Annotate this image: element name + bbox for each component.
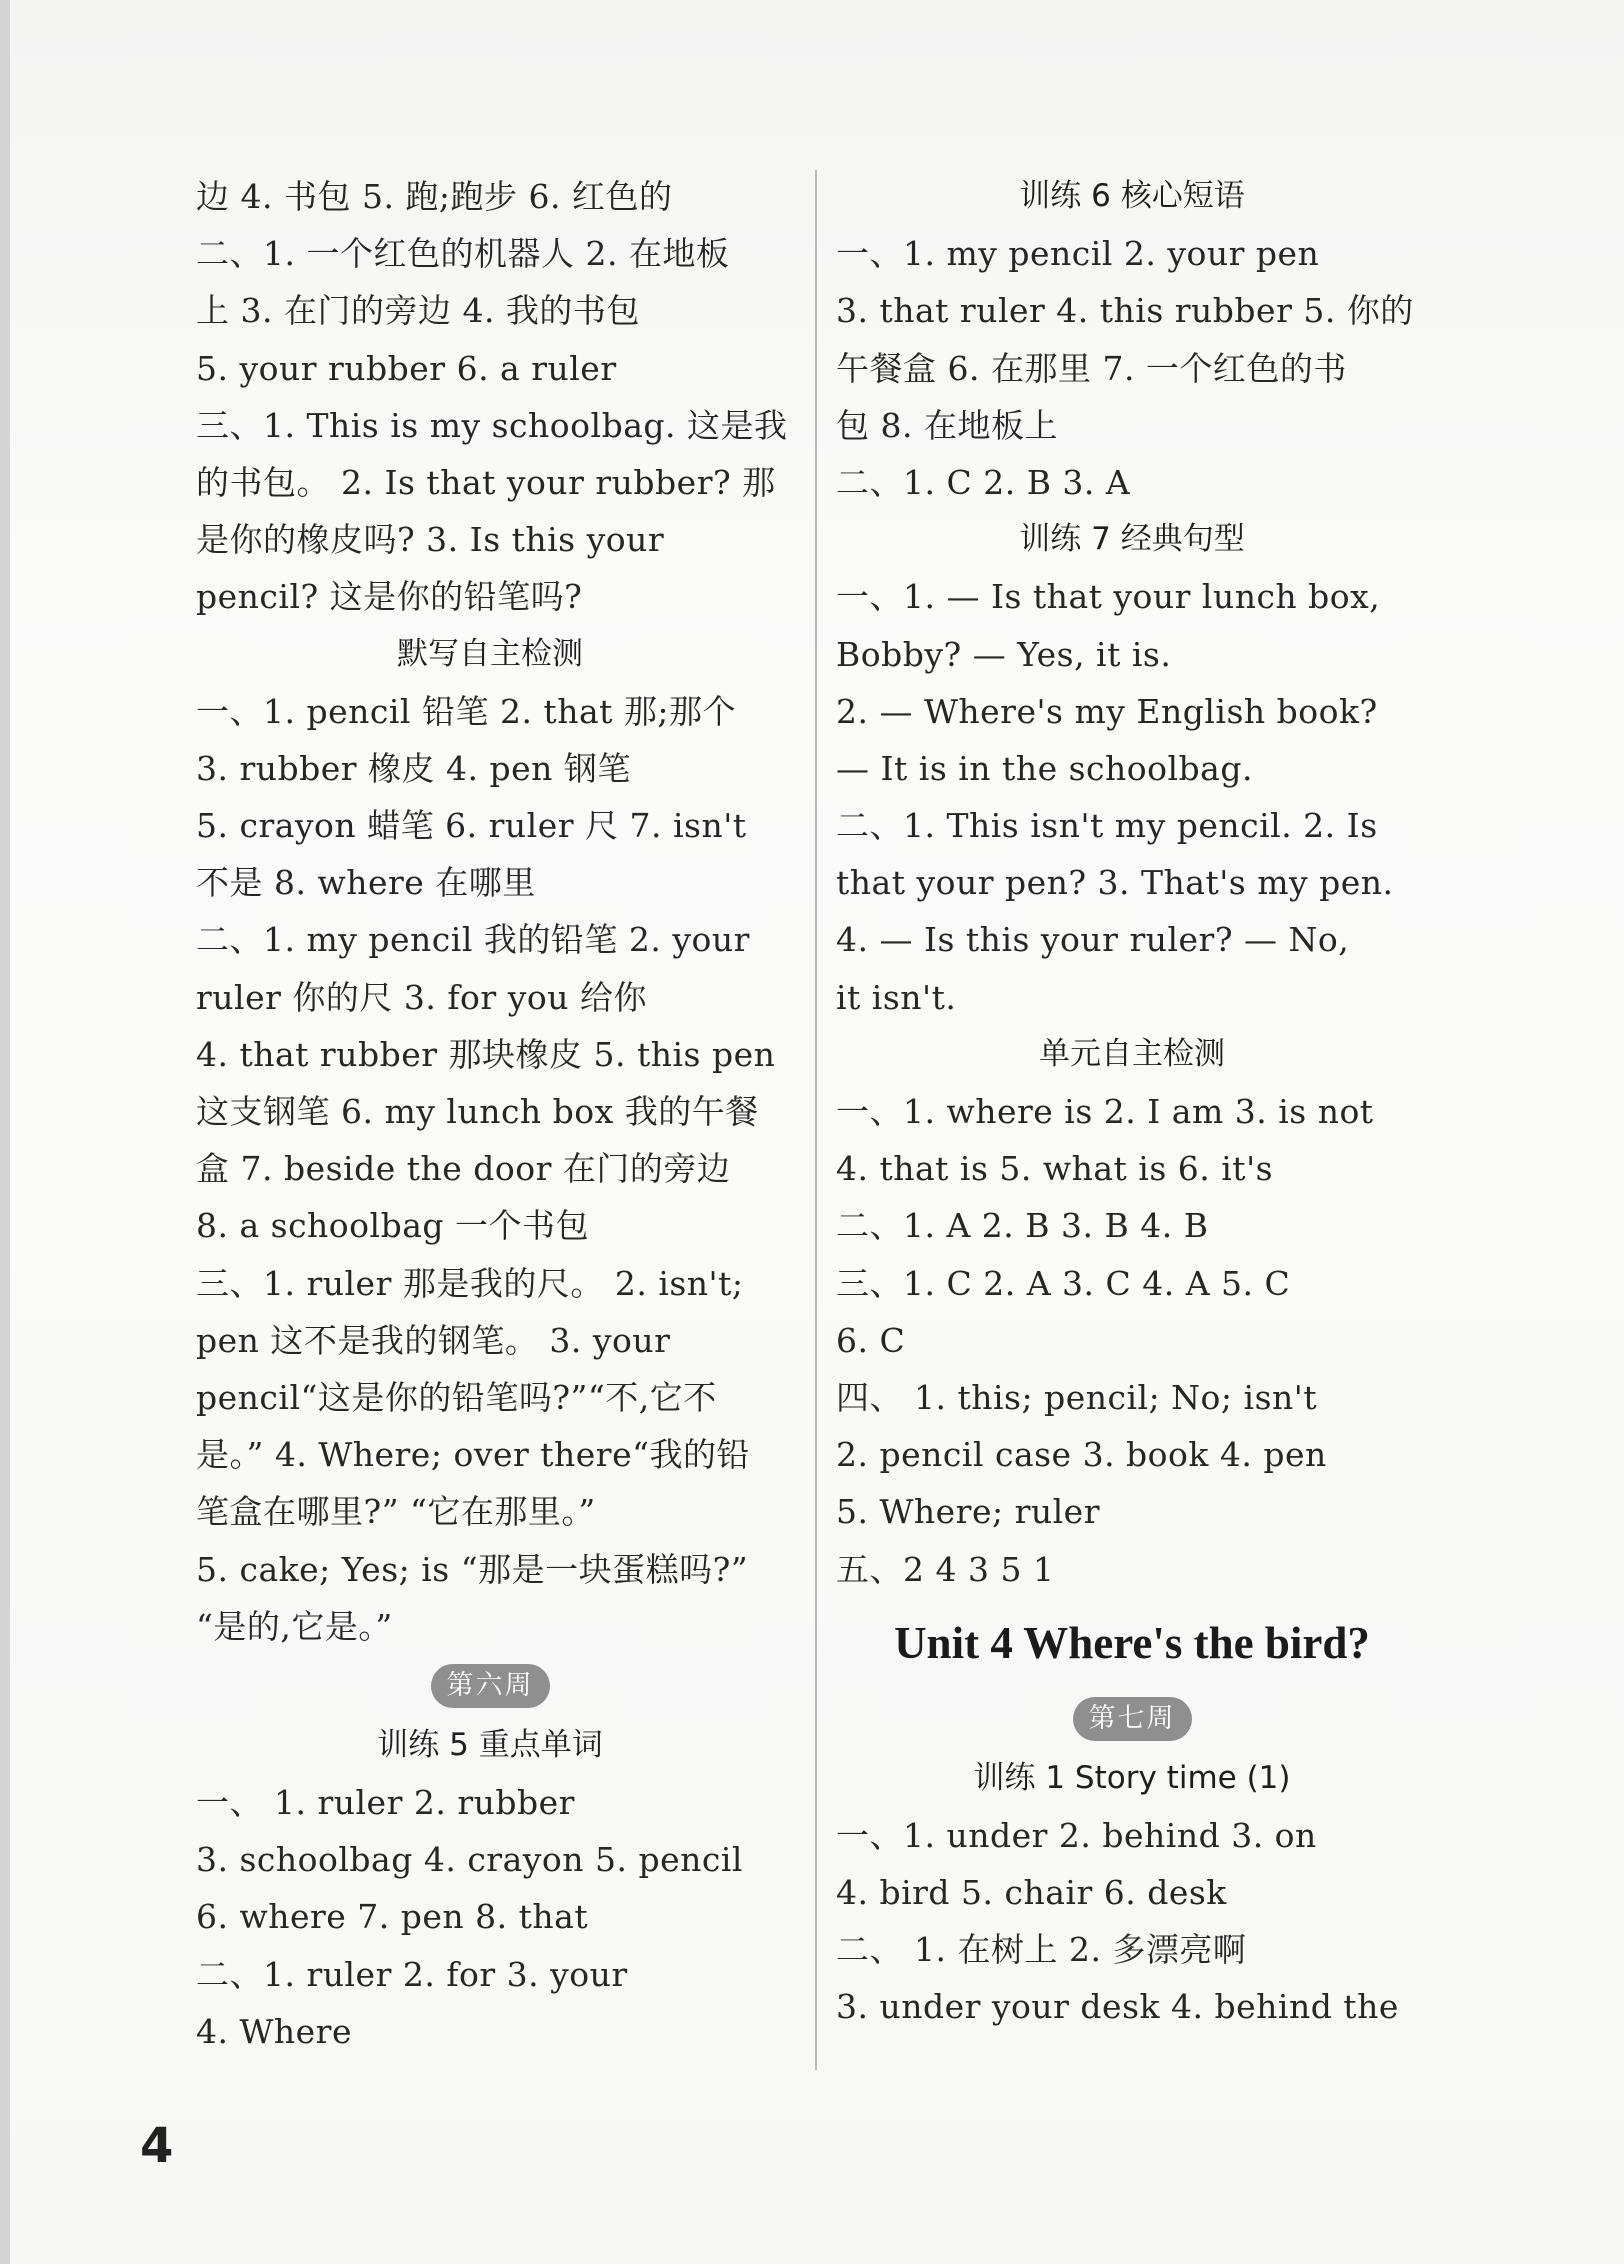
section-heading: 训练 7 经典句型 bbox=[1019, 521, 1245, 558]
answer-line: 6. C bbox=[836, 1320, 906, 1360]
week-badge: 第七周 bbox=[1073, 1697, 1192, 1741]
answer-line: 不是 8. where 在哪里 bbox=[196, 863, 536, 903]
answer-line: 3. that ruler 4. this rubber 5. 你的 bbox=[836, 291, 1414, 331]
answer-line: 三、1. C 2. A 3. C 4. A 5. C bbox=[836, 1263, 1291, 1303]
answer-line: 上 3. 在门的旁边 4. 我的书包 bbox=[196, 291, 640, 331]
answer-line: 一、1. under 2. behind 3. on bbox=[836, 1815, 1317, 1855]
week-badge-row bbox=[196, 1655, 784, 1717]
answer-line: 二、1. 一个红色的机器人 2. 在地板 bbox=[196, 234, 730, 274]
answer-line: that your pen? 3. That's my pen. bbox=[836, 863, 1394, 903]
section-heading: 训练 6 核心短语 bbox=[1019, 178, 1245, 214]
answer-line: pencil? 这是你的铅笔吗? bbox=[196, 577, 583, 617]
answer-line: 五、2 4 3 5 1 bbox=[836, 1549, 1055, 1589]
answer-line: 2. pencil case 3. book 4. pen bbox=[836, 1435, 1327, 1475]
answer-line: 二、1. This isn't my pencil. 2. Is bbox=[836, 806, 1378, 846]
answer-line: 一、1. where is 2. I am 3. is not bbox=[836, 1092, 1374, 1131]
answer-line: 2. — Where's my English book? bbox=[836, 691, 1378, 731]
answer-line: 四、 1. this; pencil; No; isn't bbox=[836, 1377, 1318, 1417]
answer-line: 午餐盒 6. 在那里 7. 一个红色的书 bbox=[836, 348, 1347, 388]
answer-line: ruler 你的尺 3. for you 给你 bbox=[196, 977, 647, 1017]
answer-line: 一、1. pencil 铅笔 2. that 那;那个 bbox=[196, 691, 736, 731]
left-column bbox=[196, 168, 788, 2060]
answer-line: 5. crayon 蜡笔 6. ruler 尺 7. isn't bbox=[196, 806, 747, 846]
answer-line: pen 这不是我的钢笔。 3. your bbox=[196, 1320, 671, 1360]
answer-line: 5. Where; ruler bbox=[836, 1492, 1100, 1532]
answer-line: it isn't. bbox=[836, 977, 957, 1017]
answer-line: Bobby? — Yes, it is. bbox=[836, 634, 1172, 674]
answer-line: 这支钢笔 6. my lunch box 我的午餐 bbox=[196, 1092, 759, 1131]
answer-line: 三、1. ruler 那是我的尺。 2. isn't; bbox=[196, 1263, 744, 1303]
answer-line: 一、1. — Is that your lunch box, bbox=[836, 577, 1381, 617]
answer-line: 一、1. my pencil 2. your pen bbox=[836, 234, 1320, 274]
answer-line: 是。” 4. Where; over there“我的铅 bbox=[196, 1435, 750, 1475]
answer-line: 5. your rubber 6. a ruler bbox=[196, 348, 617, 388]
answer-line: 的书包。 2. Is that your rubber? 那 bbox=[196, 462, 776, 502]
answer-line: 笔盒在哪里?” “它在那里。” bbox=[196, 1492, 596, 1532]
section-heading: 默写自主检测 bbox=[397, 635, 583, 672]
answer-line: 包 8. 在地板上 bbox=[836, 405, 1058, 445]
section-heading: 训练 5 重点单词 bbox=[377, 1726, 603, 1763]
answer-line: 盒 7. beside the door 在门的旁边 bbox=[196, 1149, 731, 1189]
page-number: 4 bbox=[140, 2118, 174, 2174]
column-divider bbox=[815, 170, 817, 2070]
answer-line: 6. where 7. pen 8. that bbox=[196, 1897, 589, 1937]
week-badge: 第六周 bbox=[431, 1664, 550, 1708]
answer-line: 边 4. 书包 5. 跑;跑步 6. 红色的 bbox=[196, 177, 673, 216]
answer-line: 二、1. A 2. B 3. B 4. B bbox=[836, 1206, 1209, 1246]
answer-line: 二、1. ruler 2. for 3. your bbox=[196, 1954, 628, 1994]
page-edge-shadow bbox=[0, 0, 10, 2264]
answer-line: pencil“这是你的铅笔吗?”“不,它不 bbox=[196, 1377, 717, 1417]
answer-line: 4. Where bbox=[196, 2011, 352, 2051]
answer-line: — It is in the schoolbag. bbox=[836, 748, 1253, 788]
answer-line: 4. — Is this your ruler? — No, bbox=[836, 920, 1350, 960]
answer-line: 5. cake; Yes; is “那是一块蛋糕吗?” bbox=[196, 1549, 749, 1589]
answer-line: 3. rubber 橡皮 4. pen 钢笔 bbox=[196, 748, 631, 788]
answer-line: 一、 1. ruler 2. rubber bbox=[196, 1783, 575, 1823]
answer-line: 3. schoolbag 4. crayon 5. pencil bbox=[196, 1840, 743, 1880]
section-heading: 训练 1 Story time (1) bbox=[973, 1759, 1291, 1796]
answer-line: 二、1. C 2. B 3. A bbox=[836, 462, 1131, 502]
answer-line: “是的,它是。” bbox=[196, 1606, 393, 1646]
answer-line: 三、1. This is my schoolbag. 这是我 bbox=[196, 405, 788, 445]
answer-line: 3. under your desk 4. behind the bbox=[836, 1987, 1399, 2027]
answer-line: 8. a schoolbag 一个书包 bbox=[196, 1206, 590, 1246]
answer-line: 是你的橡皮吗? 3. Is this your bbox=[196, 520, 665, 560]
unit-title: Unit 4 Where's the bird? bbox=[894, 1617, 1370, 1668]
week-badge-row bbox=[836, 1688, 1428, 1750]
answer-line: 二、 1. 在树上 2. 多漂亮啊 bbox=[836, 1930, 1247, 1970]
answer-line: 4. that rubber 那块橡皮 5. this pen bbox=[196, 1034, 776, 1074]
answer-line: 二、1. my pencil 我的铅笔 2. your bbox=[196, 920, 750, 960]
section-heading: 单元自主检测 bbox=[1039, 1035, 1225, 1072]
answer-line: 4. that is 5. what is 6. it's bbox=[836, 1149, 1274, 1189]
right-column bbox=[836, 168, 1428, 2036]
answer-line: 4. bird 5. chair 6. desk bbox=[836, 1873, 1227, 1913]
